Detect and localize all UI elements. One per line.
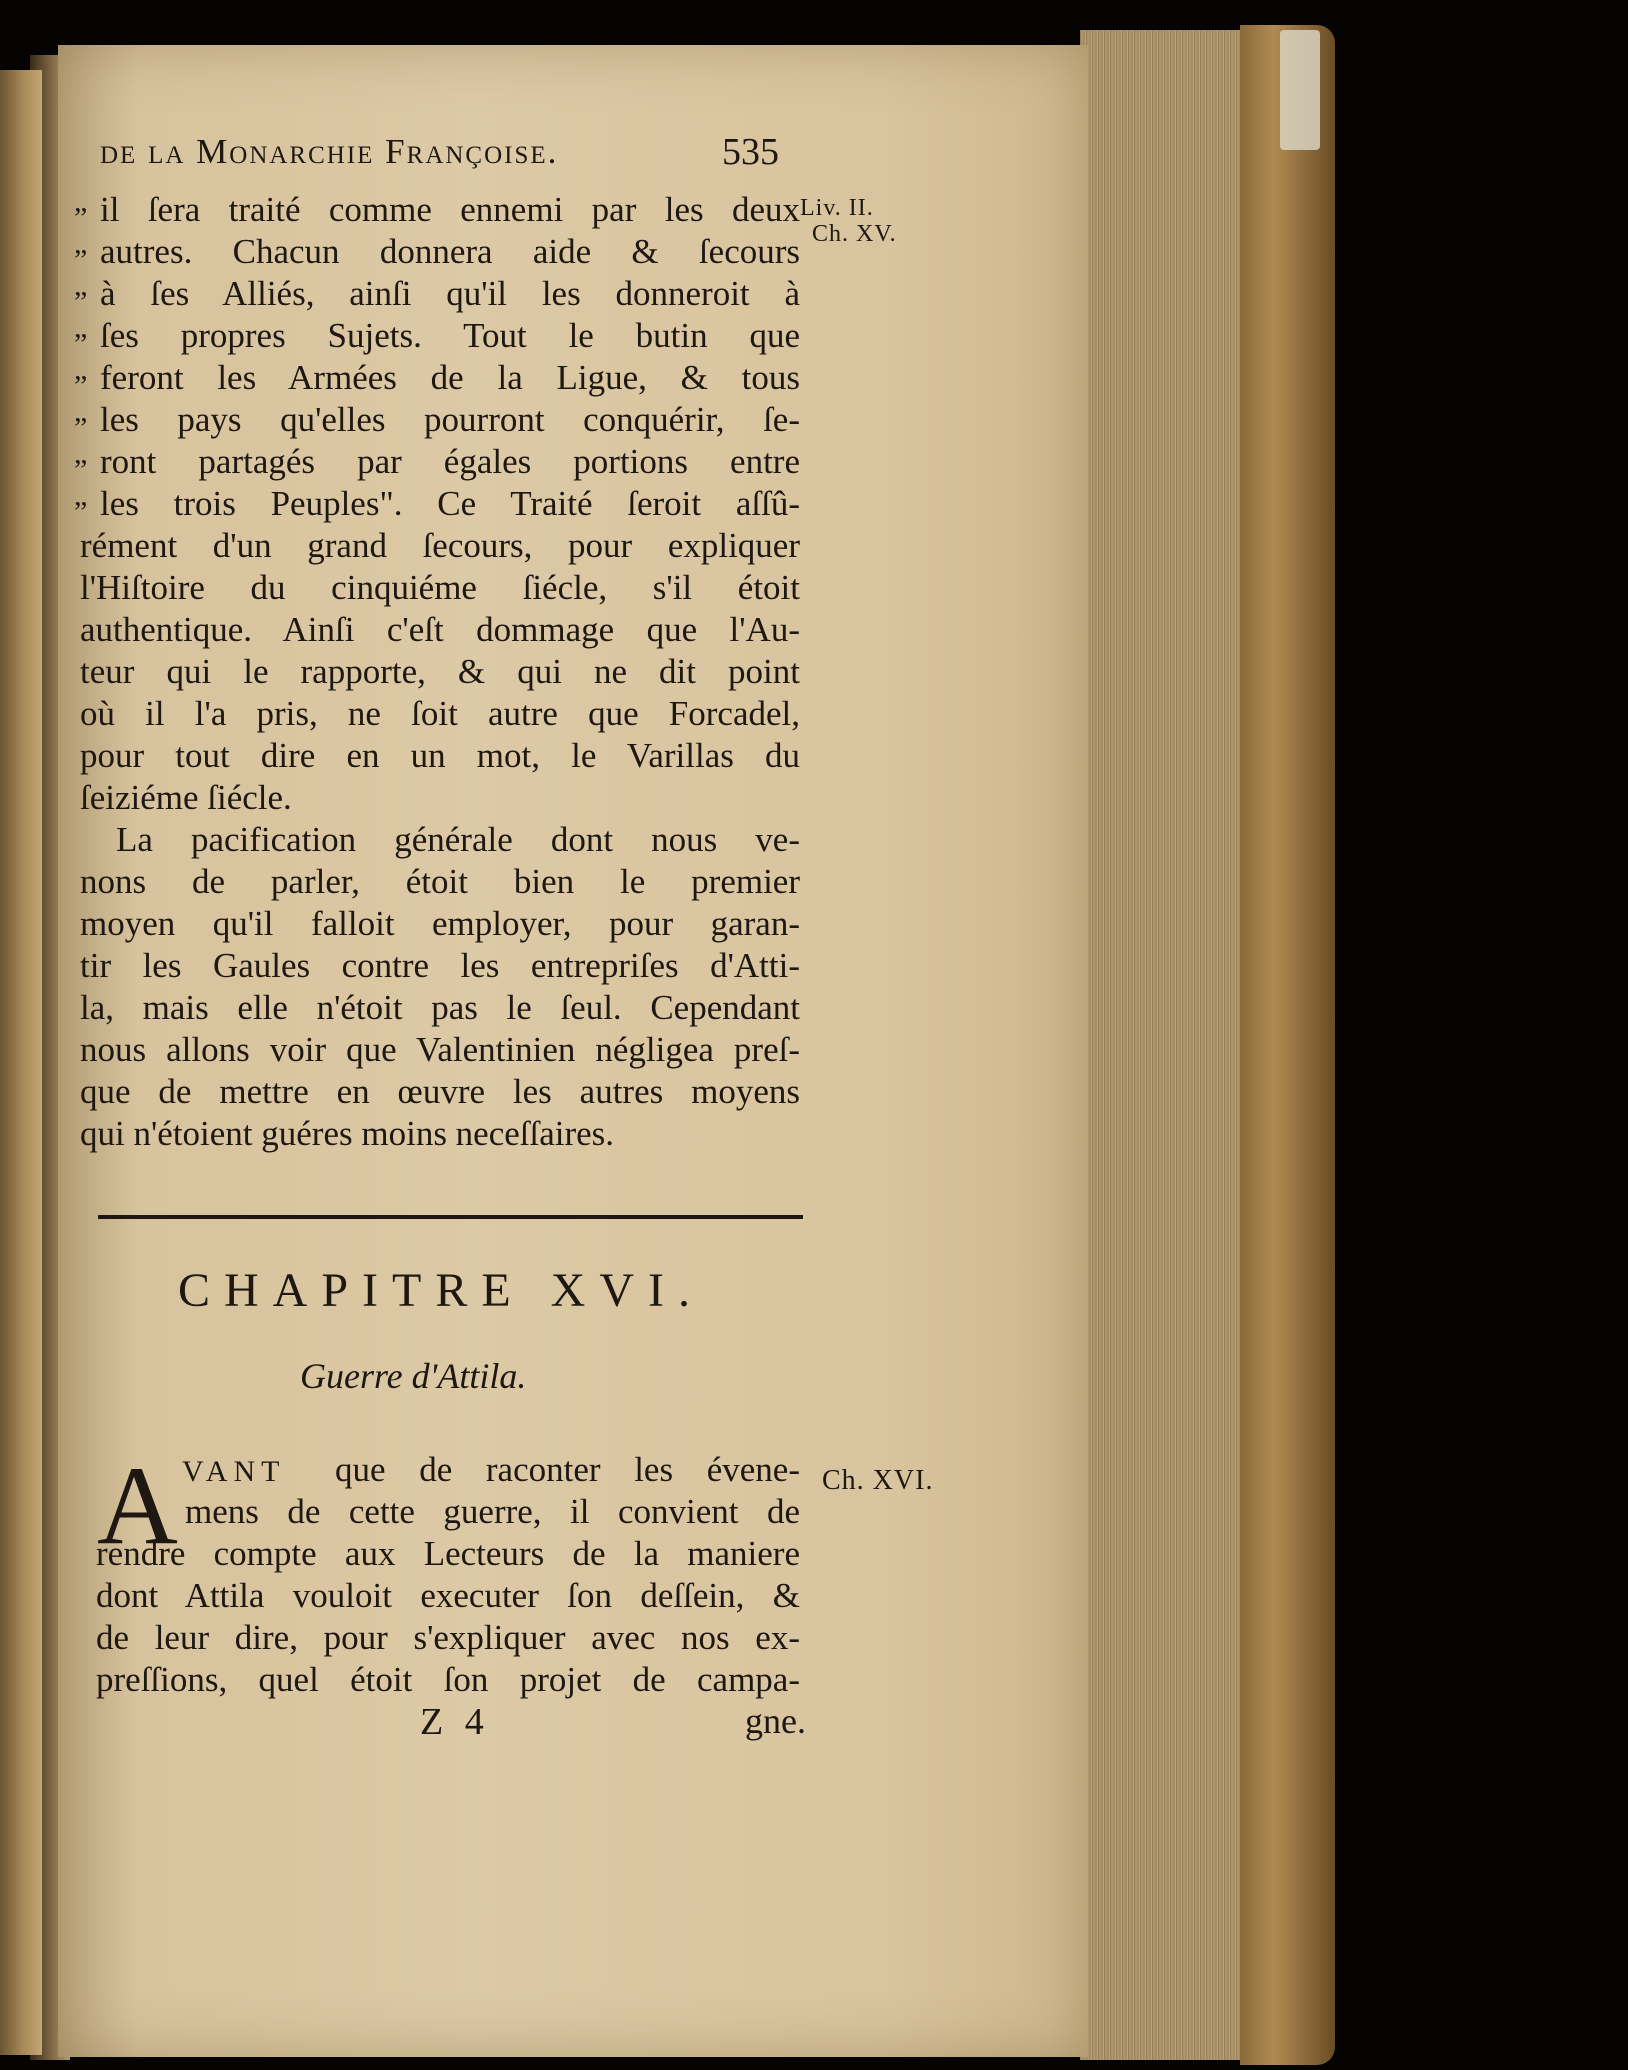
chapter-line: de leur dire, pour s'expliquer avec nos ex-	[96, 1618, 800, 1657]
body-line: ſes propres Sujets. Tout le butin que	[100, 316, 800, 355]
body-line: pour tout dire en un mot, le Varillas du	[80, 736, 800, 775]
chapter-line: que de raconter les évene-	[335, 1450, 800, 1489]
body-line: l'Hiſtoire du cinquiéme ſiécle, s'il étoit	[80, 568, 800, 607]
body-line: que de mettre en œuvre les autres moyens	[80, 1072, 800, 1111]
quote-mark: „	[74, 269, 88, 302]
running-head: de la Monarchie Françoise.	[100, 132, 559, 171]
body-line: où il l'a pris, ne ſoit autre que Forcadel,	[80, 694, 800, 733]
body-line: tir les Gaules contre les entrepriſes d'Atti-	[80, 946, 800, 985]
signature-mark: Z 4	[420, 1701, 490, 1743]
body-line: autres. Chacun donnera aide & ſecours	[100, 232, 800, 271]
body-line: qui n'étoient guéres moins neceſſaires.	[80, 1114, 615, 1153]
chapter-line: rendre compte aux Lecteurs de la maniere	[96, 1534, 800, 1573]
body-line: teur qui le rapporte, & qui ne dit point	[80, 652, 800, 691]
margin-note-chapter: Ch. XV.	[812, 221, 897, 247]
cover-label-fragment	[1280, 30, 1320, 150]
page-number: 535	[722, 131, 779, 173]
quote-mark: „	[74, 479, 88, 512]
body-line: les pays qu'elles pourront conquérir, ſe-	[100, 400, 800, 439]
left-page-edge	[0, 70, 42, 2055]
quote-mark: „	[74, 437, 88, 470]
body-line: rément d'un grand ſecours, pour expliquer	[80, 526, 800, 565]
body-line: nons de parler, étoit bien le premier	[80, 862, 800, 901]
drop-initial: A	[97, 1444, 178, 1568]
catchword: gne.	[745, 1701, 806, 1741]
body-line: feront les Armées de la Ligue, & tous	[100, 358, 800, 397]
chapter-line: mens de cette guerre, il convient de	[185, 1492, 800, 1531]
chapter-subtitle: Guerre d'Attila.	[300, 1356, 527, 1396]
book-cover	[1240, 25, 1335, 2065]
body-line: La pacification générale dont nous ve-	[116, 820, 800, 859]
chapter-first-word: VANT	[182, 1455, 286, 1488]
margin-note-book: Liv. II.	[800, 195, 874, 221]
chapter-rule	[98, 1215, 803, 1219]
body-line: la, mais elle n'étoit pas le ſeul. Cependant	[80, 988, 800, 1027]
margin-note-chapter-xvi: Ch. XVI.	[822, 1465, 934, 1496]
body-line: authentique. Ainſi c'eſt dommage que l'Au-	[80, 610, 800, 649]
quote-mark: „	[74, 311, 88, 344]
chapter-heading: CHAPITRE XVI.	[178, 1264, 704, 1317]
quote-mark: „	[74, 227, 88, 260]
body-line: ſeiziéme ſiécle.	[80, 778, 292, 817]
chapter-line: preſſions, quel étoit ſon projet de campa-	[96, 1660, 800, 1699]
body-line: nous allons voir que Valentinien négligea preſ-	[80, 1030, 800, 1069]
quote-mark: „	[74, 395, 88, 428]
body-line: les trois Peuples". Ce Traité ſeroit aſſû-	[100, 484, 800, 523]
chapter-line: dont Attila vouloit executer ſon deſſein, &	[96, 1576, 800, 1615]
body-line: à ſes Alliés, ainſi qu'il les donneroit à	[100, 274, 800, 313]
quote-mark: „	[74, 185, 88, 218]
body-line: ront partagés par égales portions entre	[100, 442, 800, 481]
body-line: il ſera traité comme ennemi par les deux	[100, 190, 800, 229]
body-line: moyen qu'il falloit employer, pour garan-	[80, 904, 800, 943]
quote-mark: „	[74, 353, 88, 386]
